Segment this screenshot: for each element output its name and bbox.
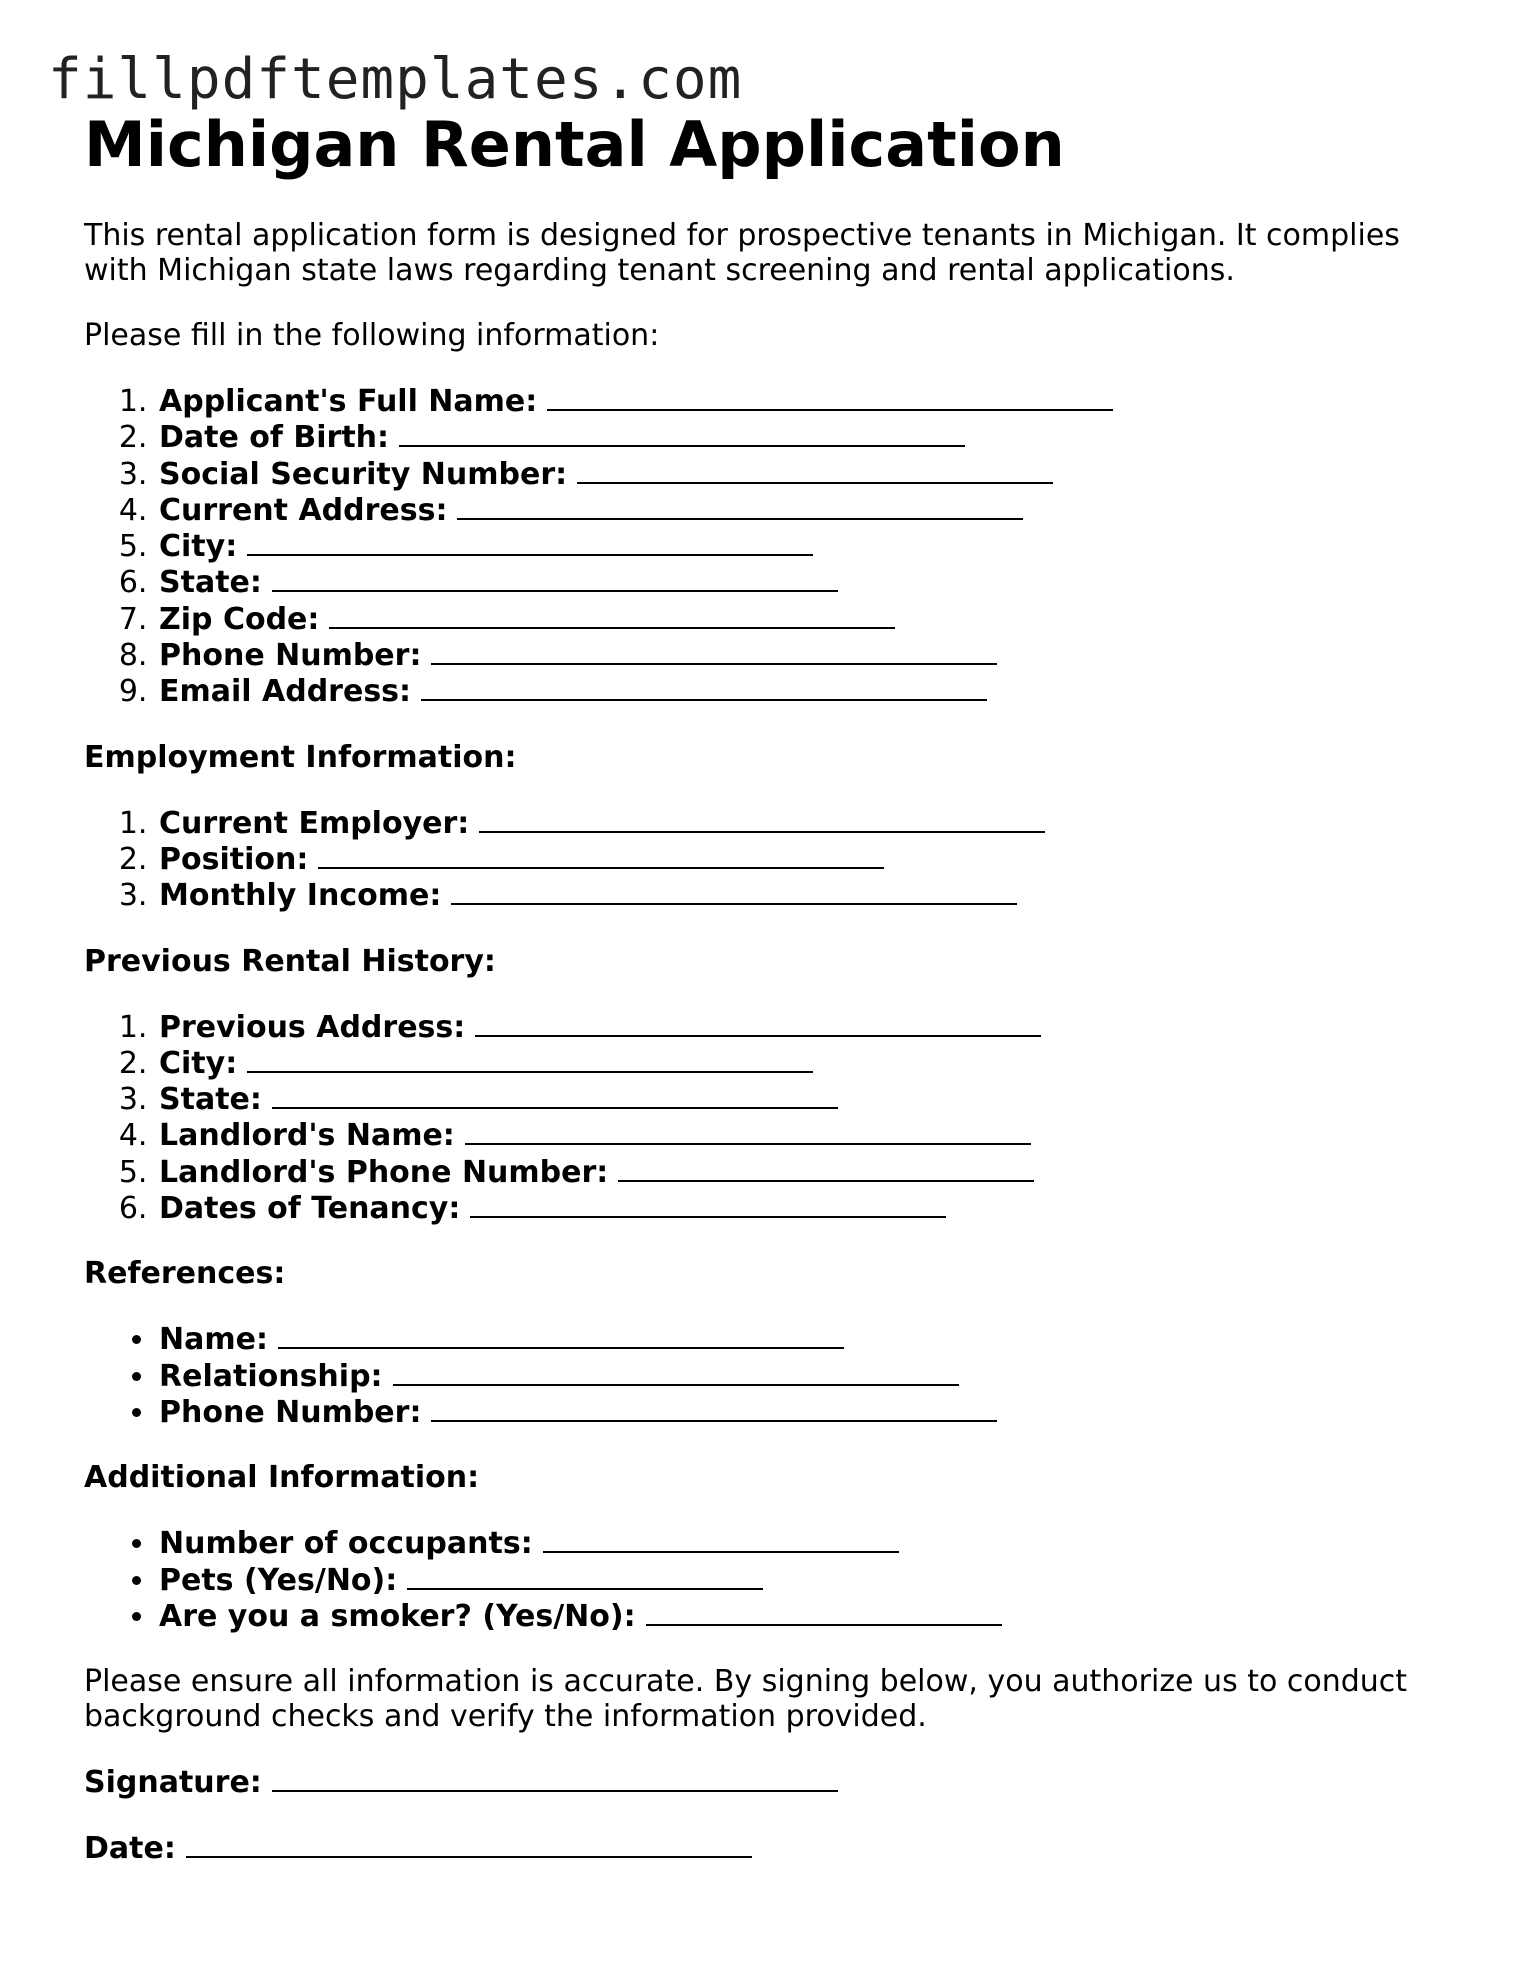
pets-blank[interactable] xyxy=(407,1562,763,1590)
reference-relationship-blank[interactable] xyxy=(393,1358,959,1386)
field-label: City: xyxy=(159,1045,238,1081)
city-blank[interactable] xyxy=(247,528,813,556)
previous-state-blank[interactable] xyxy=(272,1081,838,1109)
list-item xyxy=(157,1081,1444,1117)
reference-phone-blank[interactable] xyxy=(431,1394,997,1422)
field-label: Previous Address: xyxy=(159,1009,466,1045)
list-item xyxy=(157,419,1444,455)
dates-of-tenancy-blank[interactable] xyxy=(470,1190,946,1218)
current-address-blank[interactable] xyxy=(457,492,1023,520)
closing-paragraph: Please ensure all information is accurate. By signing below, you authorize us to conduct background checks and verify the information provided. xyxy=(84,1664,1408,1735)
list-item xyxy=(157,1117,1444,1153)
signature-label: Signature: xyxy=(84,1765,262,1801)
list-item xyxy=(157,1154,1444,1190)
field-label: Are you a smoker? (Yes/No): xyxy=(159,1598,636,1634)
list-item xyxy=(157,1525,1444,1561)
position-blank[interactable] xyxy=(318,841,884,869)
list-item xyxy=(157,383,1444,419)
list-item xyxy=(157,1562,1444,1598)
zip-code-blank[interactable] xyxy=(329,601,895,629)
field-label: Date of Birth: xyxy=(159,420,390,456)
list-item xyxy=(157,673,1444,709)
watermark: fillpdftemplates.com xyxy=(48,47,743,112)
list-item xyxy=(157,637,1444,673)
references-section-title: References: xyxy=(84,1256,286,1292)
employment-section-title: Employment Information: xyxy=(84,739,517,775)
form-page xyxy=(84,105,1444,1866)
list-item xyxy=(157,1321,1444,1357)
field-label: Phone Number: xyxy=(159,1394,422,1430)
previous-address-blank[interactable] xyxy=(475,1009,1041,1037)
field-label: City: xyxy=(159,529,238,565)
date-label: Date: xyxy=(84,1831,176,1867)
date-line xyxy=(84,1830,1444,1866)
field-label: Relationship: xyxy=(159,1358,383,1394)
full-name-blank[interactable] xyxy=(547,383,1113,411)
list-item xyxy=(157,1394,1444,1430)
field-label: Landlord's Name: xyxy=(159,1118,455,1154)
field-label: Pets (Yes/No): xyxy=(159,1562,398,1598)
ssn-blank[interactable] xyxy=(577,456,1053,484)
rental-history-section-title: Previous Rental History: xyxy=(84,943,496,979)
field-label: Number of occupants: xyxy=(159,1526,533,1562)
signature-blank[interactable] xyxy=(272,1764,838,1792)
field-label: Phone Number: xyxy=(159,638,422,674)
field-label: Social Security Number: xyxy=(159,456,568,492)
reference-name-blank[interactable] xyxy=(278,1321,844,1349)
list-item xyxy=(157,1358,1444,1394)
field-label: Landlord's Phone Number: xyxy=(159,1154,609,1190)
list-item xyxy=(157,528,1444,564)
field-label: State: xyxy=(159,1082,262,1118)
list-item xyxy=(157,492,1444,528)
list-item xyxy=(157,1190,1444,1226)
list-item xyxy=(157,805,1444,841)
list-item xyxy=(157,1598,1444,1634)
field-label: Name: xyxy=(159,1322,268,1358)
field-label: Monthly Income: xyxy=(159,878,442,914)
landlord-phone-blank[interactable] xyxy=(618,1154,1034,1182)
smoker-blank[interactable] xyxy=(646,1598,1002,1626)
field-label: State: xyxy=(159,565,262,601)
field-label: Applicant's Full Name: xyxy=(159,384,538,419)
field-label: Position: xyxy=(159,841,309,877)
additional-section-title: Additional Information: xyxy=(84,1460,480,1496)
page-title: Michigan Rental Application xyxy=(84,108,1065,181)
list-item xyxy=(157,456,1444,492)
state-blank[interactable] xyxy=(272,564,838,592)
signature-line xyxy=(84,1764,1444,1800)
field-label: Dates of Tenancy: xyxy=(159,1191,461,1227)
landlord-name-blank[interactable] xyxy=(465,1117,1031,1145)
instruction-text: Please fill in the following information: xyxy=(84,318,660,353)
references-fields-list xyxy=(84,1321,1444,1430)
date-of-birth-blank[interactable] xyxy=(399,419,965,447)
monthly-income-blank[interactable] xyxy=(451,877,1017,905)
list-item xyxy=(157,841,1444,877)
phone-number-blank[interactable] xyxy=(431,637,997,665)
list-item xyxy=(157,877,1444,913)
employment-fields-list xyxy=(84,805,1444,914)
current-employer-blank[interactable] xyxy=(479,805,1045,833)
field-label: Current Address: xyxy=(159,492,448,528)
field-label: Zip Code: xyxy=(159,601,320,637)
occupants-blank[interactable] xyxy=(543,1525,899,1553)
intro-paragraph: This rental application form is designed for prospective tenants in Michigan. It complies with Michigan state laws regarding tenant screening and rental applications. xyxy=(84,218,1400,288)
rental-history-fields-list xyxy=(84,1009,1444,1227)
list-item xyxy=(157,601,1444,637)
additional-fields-list xyxy=(84,1525,1444,1634)
field-label: Current Employer: xyxy=(159,805,470,841)
list-item xyxy=(157,1045,1444,1081)
email-address-blank[interactable] xyxy=(421,673,987,701)
field-label: Email Address: xyxy=(159,674,412,710)
list-item xyxy=(157,1009,1444,1045)
list-item xyxy=(157,564,1444,600)
date-blank[interactable] xyxy=(186,1830,752,1858)
applicant-fields-list xyxy=(84,383,1444,710)
previous-city-blank[interactable] xyxy=(247,1045,813,1073)
